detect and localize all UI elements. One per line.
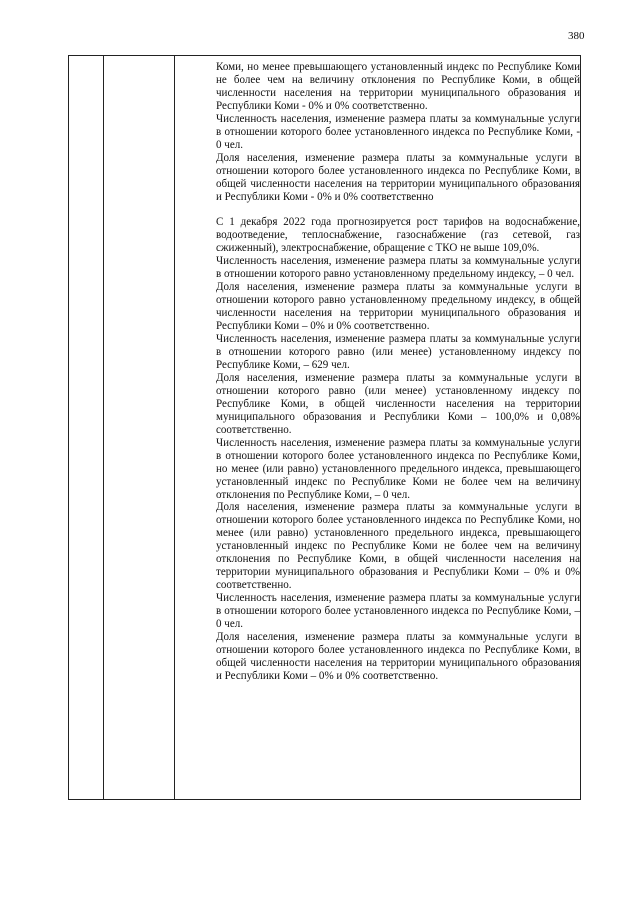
document-table — [68, 55, 581, 800]
paragraph: Численность населения, изменение размера платы за коммунальные услуги в отношении которого равно установленному предельному индексу, – 0 чел. — [216, 255, 580, 281]
page-number: 380 — [568, 30, 585, 42]
paragraph: Доля населения, изменение размера платы за коммунальные услуги в отношении которого равно установленному предельному индексу, в общей численности населения на территории муниципального образования и Республики Коми – 0% и 0% соответственно. — [216, 281, 580, 333]
paragraph: Численность населения, изменение размера платы за коммунальные услуги в отношении которого более установленного индекса по Республике Коми, но менее (или равно) установленного предельного индекса, превышающего установленный индекс по Республике Коми не более чем на величину отклонения по Республике Коми, – 0 чел. — [216, 436, 580, 501]
table-column-divider-2 — [174, 56, 175, 799]
paragraph: Доля населения, изменение размера платы за коммунальные услуги в отношении которого более установленного индекса по Республике Коми, в общей численности населения на территории муниципального образования и Республики Коми – 0% и 0% соответственно. — [216, 630, 580, 682]
paragraph: Коми, но менее превышающего установленный индекс по Республике Коми не более чем на величину отклонения по Республике Коми, в общей численности населения на территории муниципального образования и Республики Коми - 0% и 0% соответственно. — [216, 61, 580, 112]
paragraph: Доля населения, изменение размера платы за коммунальные услуги в отношении которого более установленного индекса по Республике Коми, в общей численности населения на территории муниципального образования и Республики Коми - 0% и 0% соответственно — [216, 151, 580, 203]
paragraph: Численность населения, изменение размера платы за коммунальные услуги в отношении которого равно (или менее) установленному индексу по Республике Коми, – 629 чел. — [216, 333, 580, 371]
table-text-cell — [216, 61, 580, 683]
paragraph: С 1 декабря 2022 года прогнозируется рост тарифов на водоснабжение, водоотведение, теплоснабжение, газоснабжение (газ сетевой, газ сжиженный), электроснабжение, обращение с ТКО не выше 109,0%. — [216, 216, 580, 255]
paragraph: Численность населения, изменение размера платы за коммунальные услуги в отношении которого более установленного индекса по Республике Коми, – 0 чел. — [216, 592, 580, 631]
paragraph: Численность населения, изменение размера платы за коммунальные услуги в отношении которого более установленного индекса по Республике Коми, - 0 чел. — [216, 112, 580, 151]
paragraph: Доля населения, изменение размера платы за коммунальные услуги в отношении которого более установленного индекса по Республике Коми, но менее (или равно) установленного предельного индекса, превышающего установленный индекс по Республике Коми не более чем на величину отклонения по Республике Коми, в общей численности населения на территории муниципального образования и Республики Коми – 0% и 0% соответственно. — [216, 501, 580, 592]
paragraph: Доля населения, изменение размера платы за коммунальные услуги в отношении которого равно (или менее) установленному индексу по Республике Коми, в общей численности населения на территории муниципального образования и Республики Коми – 100,0% и 0,08% соответственно. — [216, 371, 580, 436]
table-column-divider-1 — [103, 56, 104, 799]
